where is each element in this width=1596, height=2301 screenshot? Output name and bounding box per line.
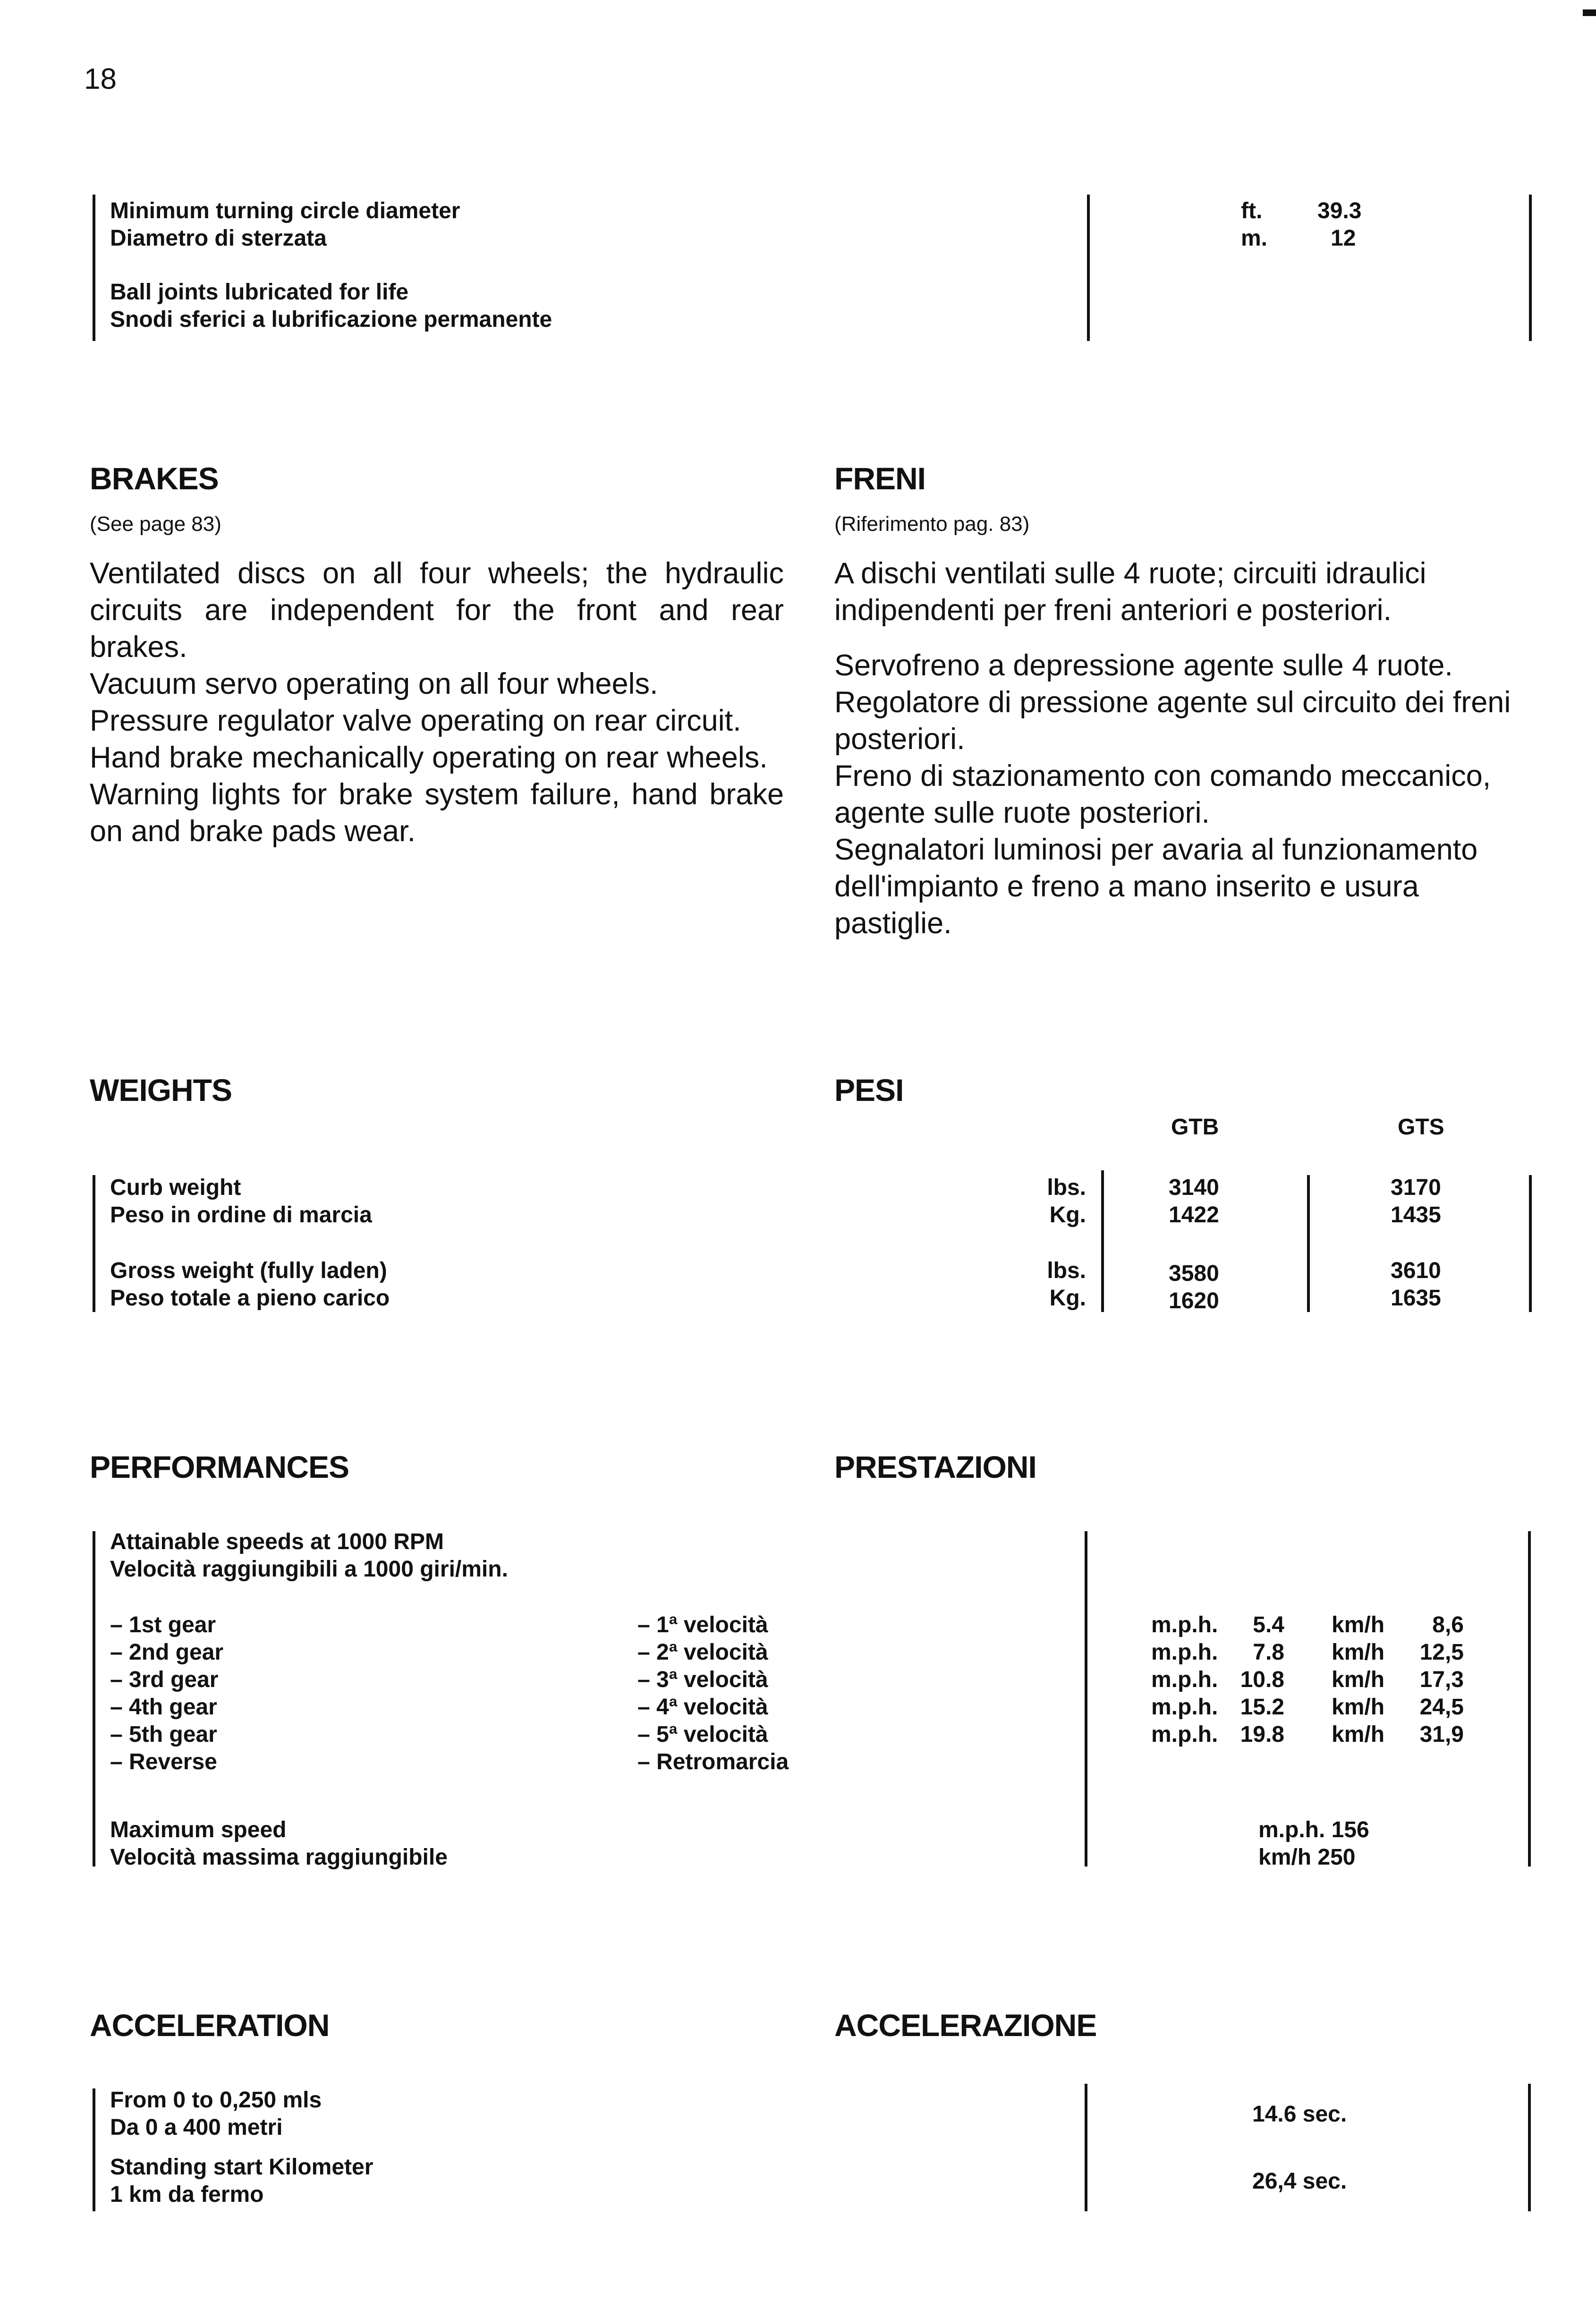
accel-right-rule (1528, 2084, 1531, 2211)
steering-right-rule (1529, 195, 1532, 341)
turning-circle-units: ft. m. (1241, 198, 1268, 251)
weights-unit-rule (1101, 1170, 1104, 1312)
gear-2-en: – 2nd gear (110, 1640, 224, 1665)
brakes-it-p1: A dischi ventilati sulle 4 ruote; circuiti idraulici indipendenti per freni anteriori e posteriori. (834, 557, 1426, 627)
brakes-text-en (90, 555, 784, 850)
accel-mid-rule (1085, 2084, 1087, 2211)
column-gts: GTS (1398, 1115, 1444, 1140)
weights-left-rule (93, 1175, 95, 1312)
gear-5-en: – 5th gear (110, 1722, 217, 1747)
gear-4-it: – 4ª velocità (637, 1695, 768, 1720)
maximum-speed-label: Maximum speed Velocità massima raggiungibile (110, 1817, 448, 1870)
accelerazione-title: ACCELERAZIONE (834, 2008, 1097, 2043)
steering-mid-rule (1087, 195, 1090, 341)
gear-list-en (110, 1611, 223, 1776)
gear-1-en: – 1st gear (110, 1612, 216, 1637)
brakes-en-p1: Ventilated discs on all four wheels; the hydraulic circuits are independent for the front and rear brakes. (90, 557, 784, 664)
brakes-title: BRAKES (90, 461, 219, 496)
prestazioni-title: PRESTAZIONI (834, 1449, 1036, 1484)
gear-3-it: – 3ª velocità (637, 1667, 768, 1692)
gear-kmh-values: 8,6 12,5 17,3 24,5 31,9 (1419, 1612, 1464, 1747)
brakes-en-p2: Vacuum servo operating on all four wheels. (90, 667, 658, 700)
brakes-it-p4: Freno di stazionamento con comando meccanico, agente sulle ruote posteriori. (834, 759, 1491, 829)
gear-mph-units: m.p.h. m.p.h. m.p.h. m.p.h. m.p.h. (1151, 1612, 1218, 1747)
curb-weight-units: lbs. Kg. (1047, 1175, 1086, 1227)
standing-km-label: Standing start Kilometer 1 km da fermo (110, 2155, 374, 2207)
column-gtb: GTB (1171, 1115, 1219, 1140)
gross-weight-label: Gross weight (fully laden) Peso totale a pieno carico (110, 1258, 390, 1311)
brakes-it-p5: Segnalatori luminosi per avaria al funzionamento dell'impianto e freno a mano inserito e usura pastiglie. (834, 833, 1478, 940)
gear-reverse-it: – Retromarcia (637, 1749, 789, 1774)
steering-left-rule (93, 195, 95, 341)
acceleration-title: ACCELERATION (90, 2008, 330, 2043)
turning-circle-values: 39.3 12 (1317, 198, 1362, 251)
curb-weight-label: Curb weight Peso in ordine di marcia (110, 1175, 372, 1227)
perf-right-rule (1528, 1531, 1531, 1866)
weights-gtb-rule (1307, 1175, 1310, 1312)
gear-1-it: – 1ª velocità (637, 1612, 768, 1637)
weights-right-rule (1529, 1175, 1532, 1312)
turning-circle-label: Minimum turning circle diameter Diametro di sterzata (110, 198, 460, 251)
brakes-it-p3: Regolatore di pressione agente sul circuito dei freni posteriori. (834, 686, 1511, 756)
curb-weight-gts: 3170 1435 (1391, 1175, 1441, 1227)
performances-title: PERFORMANCES (90, 1449, 349, 1484)
gross-weight-gts: 3610 1635 (1391, 1258, 1441, 1311)
ball-joints-label: Ball joints lubricated for life Snodi sferici a lubrificazione permanente (110, 280, 552, 332)
attainable-speeds-label: Attainable speeds at 1000 RPM Velocità raggiungibili a 1000 giri/min. (110, 1529, 508, 1582)
gear-4-en: – 4th gear (110, 1695, 217, 1720)
weights-title: WEIGHTS (90, 1073, 232, 1108)
gear-2-it: – 2ª velocità (637, 1640, 768, 1665)
gear-3-en: – 3rd gear (110, 1667, 219, 1692)
pesi-title: PESI (834, 1073, 904, 1108)
accel-left-rule (93, 2088, 95, 2211)
page-number: 18 (84, 63, 117, 95)
perf-mid-rule (1085, 1531, 1087, 1866)
freni-reference: (Riferimento pag. 83) (834, 512, 1030, 536)
curb-weight-gtb: 3140 1422 (1169, 1175, 1219, 1227)
brakes-it-p2: Servofreno a depressione agente sulle 4 ruote. (834, 649, 1453, 682)
gross-weight-gtb: 3580 1620 (1169, 1261, 1219, 1313)
brakes-en-p3: Pressure regulator valve operating on rear circuit. (90, 704, 741, 737)
brakes-en-p4: Hand brake mechanically operating on rear wheels. (90, 741, 768, 774)
quarter-mile-time: 14.6 sec. (1252, 2102, 1347, 2127)
brakes-text-it (834, 555, 1538, 942)
corner-mark (1583, 9, 1596, 16)
brakes-en-p5: Warning lights for brake system failure, hand brake on and brake pads wear. (90, 778, 784, 848)
maximum-speed-values: m.p.h. 156 km/h 250 (1258, 1817, 1369, 1870)
gear-reverse-en: – Reverse (110, 1749, 217, 1774)
standing-km-time: 26,4 sec. (1252, 2169, 1347, 2194)
gear-mph-values: 5.4 7.8 10.8 15.2 19.8 (1240, 1612, 1284, 1747)
gear-5-it: – 5ª velocità (637, 1722, 768, 1747)
quarter-mile-label: From 0 to 0,250 mls Da 0 a 400 metri (110, 2088, 322, 2140)
gross-weight-units: lbs. Kg. (1047, 1258, 1086, 1311)
freni-title: FRENI (834, 461, 925, 496)
perf-left-rule (93, 1531, 95, 1866)
gear-kmh-units: km/h km/h km/h km/h km/h (1332, 1612, 1385, 1747)
gear-list-it (637, 1611, 789, 1776)
brakes-reference: (See page 83) (90, 512, 221, 536)
